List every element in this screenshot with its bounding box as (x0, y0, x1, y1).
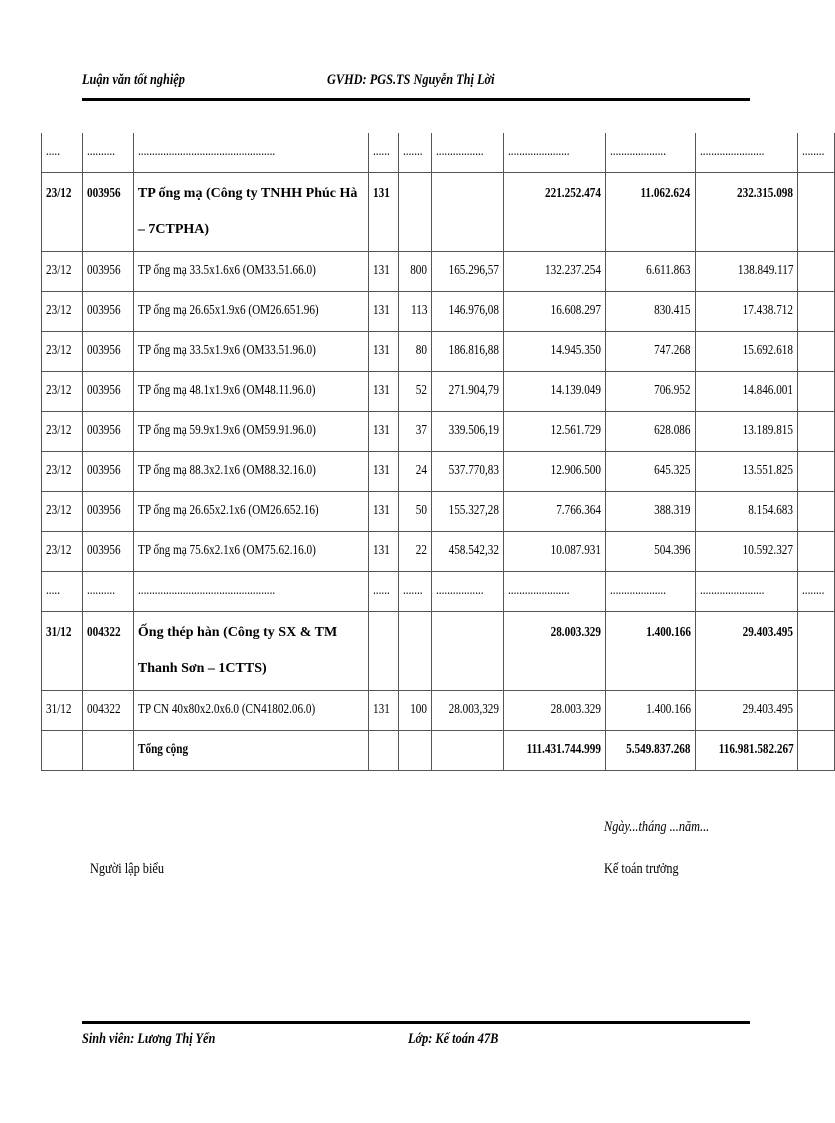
cell-date (42, 133, 83, 173)
cell-note (798, 332, 835, 372)
cell-total (695, 691, 798, 731)
cell-date (42, 372, 83, 412)
cell-vat (606, 452, 696, 492)
cell-amount (504, 452, 606, 492)
cell-text: 1.400.166 (645, 625, 691, 640)
cell-vat (606, 532, 696, 572)
cell-text: 388.319 (654, 503, 691, 518)
cell-note (798, 292, 835, 332)
cell-voucher-no (82, 691, 133, 731)
cell-total (695, 133, 798, 173)
cell-vat (606, 731, 696, 771)
cell-quantity (398, 572, 432, 612)
cell-note (798, 173, 835, 252)
cell-text: 23/12 (46, 463, 72, 478)
cell-voucher-no (82, 332, 133, 372)
cell-text: 23/12 (46, 186, 72, 201)
cell-text: 131 (372, 343, 390, 358)
ledger-table (41, 133, 835, 771)
cell-text: 100 (410, 702, 428, 717)
cell-text: ....... (402, 144, 423, 159)
cell-text: 28.003.329 (550, 625, 602, 640)
cell-total (695, 292, 798, 332)
cell-voucher-no (82, 292, 133, 332)
cell-quantity (398, 332, 432, 372)
cell-unit-price (432, 173, 504, 252)
table-row (42, 292, 835, 332)
cell-unit-price (432, 452, 504, 492)
cell-note (798, 452, 835, 492)
cell-total (695, 452, 798, 492)
cell-text: 23/12 (46, 303, 72, 318)
cell-text: ...................... (508, 144, 570, 159)
cell-account (368, 332, 398, 372)
cell-text: TP ống mạ 88.3x2.1x6 (OM88.32.16.0) (137, 463, 316, 478)
ellipsis-row (42, 133, 835, 173)
cell-quantity (398, 133, 432, 173)
cell-description (133, 492, 368, 532)
cell-text: 537.770,83 (448, 463, 500, 478)
cell-text: 800 (410, 263, 428, 278)
footer-rule (82, 1021, 750, 1024)
cell-quantity (398, 173, 432, 252)
cell-total (695, 332, 798, 372)
cell-unit-price (432, 492, 504, 532)
cell-account (368, 532, 398, 572)
cell-text: 6.611.863 (646, 263, 691, 278)
cell-amount (504, 412, 606, 452)
cell-text: 186.816,88 (448, 343, 500, 358)
cell-date (42, 332, 83, 372)
cell-voucher-no (82, 572, 133, 612)
cell-quantity (398, 292, 432, 332)
table-row (42, 452, 835, 492)
preparer-label: Người lập biểu (90, 861, 164, 877)
cell-text: Ống thép hàn (Công ty SX & TM Thanh Sơn – 1CTTS) (137, 625, 338, 676)
thesis-title: Luận văn tốt nghiệp (82, 72, 185, 88)
cell-quantity (398, 612, 432, 691)
cell-text: 155.327,28 (448, 503, 500, 518)
cell-text: 31/12 (46, 702, 72, 717)
cell-unit-price (432, 252, 504, 292)
cell-text: ...... (372, 144, 390, 159)
cell-account (368, 492, 398, 532)
cell-text: ........ (802, 144, 825, 159)
cell-text: 146.976,08 (448, 303, 500, 318)
cell-voucher-no (82, 731, 133, 771)
cell-quantity (398, 452, 432, 492)
cell-unit-price (432, 292, 504, 332)
cell-date (42, 292, 83, 332)
cell-date (42, 731, 83, 771)
cell-quantity (398, 412, 432, 452)
cell-vat (606, 492, 696, 532)
table-row (42, 492, 835, 532)
cell-text: 13.189.815 (743, 423, 794, 438)
cell-note (798, 133, 835, 173)
cell-text: TP ống mạ 59.9x1.9x6 (OM59.91.96.0) (137, 423, 316, 438)
cell-text: 003956 (86, 343, 121, 358)
student-name: Sinh viên: Lương Thị Yến (82, 1031, 216, 1047)
cell-text: Tổng cộng (137, 742, 188, 757)
cell-amount (504, 252, 606, 292)
cell-date (42, 412, 83, 452)
cell-text: 747.268 (654, 343, 691, 358)
cell-total (695, 252, 798, 292)
cell-description (133, 532, 368, 572)
cell-total (695, 572, 798, 612)
cell-text: 28.003.329 (550, 702, 602, 717)
cell-text: 111.431.744.999 (526, 742, 602, 757)
cell-text: .................... (610, 144, 667, 159)
cell-description (133, 452, 368, 492)
cell-text: 131 (372, 303, 390, 318)
cell-text: 15.692.618 (743, 343, 794, 358)
table-row (42, 412, 835, 452)
cell-description (133, 292, 368, 332)
cell-text: 003956 (86, 423, 121, 438)
cell-account (368, 372, 398, 412)
cell-text: 271.904,79 (448, 383, 500, 398)
cell-text: 113 (410, 303, 428, 318)
cell-account (368, 731, 398, 771)
cell-text: TP ống mạ 26.65x1.9x6 (OM26.651.96) (137, 303, 319, 318)
cell-unit-price (432, 332, 504, 372)
cell-voucher-no (82, 612, 133, 691)
cell-note (798, 412, 835, 452)
cell-vat (606, 612, 696, 691)
class-name: Lớp: Kế toán 47B (408, 1031, 499, 1047)
cell-vat (606, 133, 696, 173)
cell-date (42, 173, 83, 252)
cell-text: 12.561.729 (550, 423, 602, 438)
cell-text: ....... (402, 583, 423, 598)
cell-note (798, 252, 835, 292)
table-row (42, 372, 835, 412)
cell-text: 28.003,329 (448, 702, 500, 717)
cell-total (695, 412, 798, 452)
cell-text: 706.952 (654, 383, 691, 398)
cell-quantity (398, 731, 432, 771)
cell-description (133, 372, 368, 412)
cell-text: TP CN 40x80x2.0x6.0 (CN41802.06.0) (137, 702, 316, 717)
cell-text: TP ống mạ (Công ty TNHH Phúc Hà – 7CTPHA) (137, 186, 358, 237)
cell-date (42, 492, 83, 532)
cell-text: TP ống mạ 26.65x2.1x6 (OM26.652.16) (137, 503, 319, 518)
cell-description (133, 612, 368, 691)
cell-text: ..... (46, 583, 60, 598)
cell-total (695, 731, 798, 771)
advisor-name: GVHD: PGS.TS Nguyễn Thị Lời (327, 72, 495, 88)
cell-text: 7.766.364 (556, 503, 602, 518)
cell-text: 003956 (86, 383, 121, 398)
cell-voucher-no (82, 372, 133, 412)
cell-text: 22 (416, 543, 428, 558)
cell-vat (606, 332, 696, 372)
cell-text: 8.154.683 (748, 503, 794, 518)
ledger-body (42, 133, 835, 771)
cell-amount (504, 572, 606, 612)
cell-text: 165.296,57 (448, 263, 500, 278)
cell-text: 339.506,19 (448, 423, 500, 438)
cell-amount (504, 532, 606, 572)
cell-text: 23/12 (46, 263, 72, 278)
cell-text: 23/12 (46, 343, 72, 358)
cell-note (798, 691, 835, 731)
cell-unit-price (432, 731, 504, 771)
cell-text: ..... (46, 144, 60, 159)
cell-quantity (398, 252, 432, 292)
cell-text: 004322 (86, 702, 121, 717)
cell-voucher-no (82, 133, 133, 173)
cell-text: ................................................. (137, 144, 276, 159)
cell-date (42, 452, 83, 492)
cell-text: ...... (372, 583, 390, 598)
cell-unit-price (432, 412, 504, 452)
cell-account (368, 452, 398, 492)
cell-date (42, 612, 83, 691)
cell-vat (606, 691, 696, 731)
cell-note (798, 532, 835, 572)
cell-text: 52 (416, 383, 428, 398)
cell-text: ................. (436, 583, 484, 598)
cell-amount (504, 731, 606, 771)
cell-quantity (398, 492, 432, 532)
cell-amount (504, 133, 606, 173)
cell-text: 5.549.837.268 (626, 742, 691, 757)
cell-text: 23/12 (46, 503, 72, 518)
cell-note (798, 572, 835, 612)
cell-text: 13.551.825 (743, 463, 794, 478)
cell-text: 628.086 (654, 423, 691, 438)
cell-description (133, 412, 368, 452)
cell-text: TP ống mạ 48.1x1.9x6 (OM48.11.96.0) (137, 383, 316, 398)
cell-vat (606, 173, 696, 252)
cell-text: 11.062.624 (640, 186, 691, 201)
cell-text: 131 (372, 423, 390, 438)
cell-amount (504, 492, 606, 532)
cell-text: TP ống mạ 33.5x1.9x6 (OM33.51.96.0) (137, 343, 316, 358)
cell-unit-price (432, 532, 504, 572)
cell-text: 29.403.495 (743, 625, 794, 640)
table-row (42, 612, 835, 691)
cell-quantity (398, 532, 432, 572)
cell-text: 003956 (86, 303, 121, 318)
header-rule (82, 98, 750, 101)
cell-text: 16.608.297 (550, 303, 602, 318)
page-header (82, 72, 750, 94)
cell-text: 003956 (86, 503, 121, 518)
cell-unit-price (432, 572, 504, 612)
cell-quantity (398, 372, 432, 412)
cell-amount (504, 173, 606, 252)
ellipsis-row (42, 572, 835, 612)
cell-vat (606, 412, 696, 452)
cell-note (798, 372, 835, 412)
cell-description (133, 691, 368, 731)
cell-unit-price (432, 372, 504, 412)
cell-text: 830.415 (654, 303, 691, 318)
cell-account (368, 133, 398, 173)
cell-voucher-no (82, 492, 133, 532)
cell-description (133, 332, 368, 372)
cell-text: ....................... (699, 144, 765, 159)
cell-voucher-no (82, 412, 133, 452)
cell-note (798, 731, 835, 771)
table-row (42, 173, 835, 252)
cell-text: .................... (610, 583, 667, 598)
cell-text: 003956 (86, 463, 121, 478)
cell-account (368, 612, 398, 691)
cell-text: ........ (802, 583, 825, 598)
table-row (42, 252, 835, 292)
cell-total (695, 173, 798, 252)
cell-text: ....................... (699, 583, 765, 598)
cell-text: 14.139.049 (550, 383, 602, 398)
cell-text: 23/12 (46, 383, 72, 398)
cell-text: 138.849.117 (737, 263, 794, 278)
signature-date: Ngày...tháng ...năm... (604, 819, 710, 835)
cell-description (133, 572, 368, 612)
cell-text: TP ống mạ 75.6x2.1x6 (OM75.62.16.0) (137, 543, 316, 558)
cell-text: TP ống mạ 33.5x1.6x6 (OM33.51.66.0) (137, 263, 316, 278)
cell-vat (606, 572, 696, 612)
cell-text: 80 (416, 343, 428, 358)
cell-amount (504, 612, 606, 691)
cell-date (42, 252, 83, 292)
cell-total (695, 372, 798, 412)
cell-text: 232.315.098 (737, 186, 794, 201)
cell-text: 003956 (86, 186, 121, 201)
cell-amount (504, 292, 606, 332)
cell-account (368, 252, 398, 292)
cell-unit-price (432, 612, 504, 691)
table-row (42, 532, 835, 572)
cell-unit-price (432, 133, 504, 173)
cell-text: 29.403.495 (743, 702, 794, 717)
cell-text: 37 (416, 423, 428, 438)
cell-voucher-no (82, 532, 133, 572)
cell-text: 645.325 (654, 463, 691, 478)
cell-text: 003956 (86, 263, 121, 278)
cell-amount (504, 332, 606, 372)
cell-text: 504.396 (654, 543, 691, 558)
cell-text: ...................... (508, 583, 570, 598)
cell-text: 1.400.166 (645, 702, 691, 717)
cell-vat (606, 372, 696, 412)
cell-text: 24 (416, 463, 428, 478)
cell-description (133, 173, 368, 252)
cell-text: 131 (372, 186, 390, 201)
cell-note (798, 492, 835, 532)
cell-description (133, 252, 368, 292)
cell-note (798, 612, 835, 691)
cell-text: 14.846.001 (743, 383, 794, 398)
cell-date (42, 532, 83, 572)
cell-vat (606, 252, 696, 292)
cell-account (368, 173, 398, 252)
cell-text: .......... (86, 583, 115, 598)
cell-text: .......... (86, 144, 115, 159)
cell-text: 23/12 (46, 543, 72, 558)
cell-text: 221.252.474 (545, 186, 602, 201)
cell-text: 131 (372, 543, 390, 558)
cell-date (42, 691, 83, 731)
cell-text: 50 (416, 503, 428, 518)
cell-text: ................. (436, 144, 484, 159)
cell-text: 131 (372, 263, 390, 278)
cell-text: 003956 (86, 543, 121, 558)
cell-text: 31/12 (46, 625, 72, 640)
cell-account (368, 572, 398, 612)
cell-date (42, 572, 83, 612)
cell-text: 116.981.582.267 (718, 742, 794, 757)
cell-account (368, 691, 398, 731)
cell-text: ................................................. (137, 583, 276, 598)
cell-text: 10.592.327 (743, 543, 794, 558)
cell-text: 14.945.350 (550, 343, 602, 358)
cell-account (368, 412, 398, 452)
cell-voucher-no (82, 252, 133, 292)
cell-text: 132.237.254 (545, 263, 602, 278)
cell-text: 10.087.931 (550, 543, 602, 558)
table-row (42, 691, 835, 731)
cell-voucher-no (82, 452, 133, 492)
cell-text: 004322 (86, 625, 121, 640)
total-row (42, 731, 835, 771)
cell-amount (504, 691, 606, 731)
cell-text: 17.438.712 (743, 303, 794, 318)
cell-quantity (398, 691, 432, 731)
cell-text: 131 (372, 383, 390, 398)
cell-text: 12.906.500 (550, 463, 602, 478)
cell-text: 458.542,32 (448, 543, 500, 558)
cell-voucher-no (82, 173, 133, 252)
table-row (42, 332, 835, 372)
cell-description (133, 133, 368, 173)
cell-description (133, 731, 368, 771)
cell-text: 131 (372, 463, 390, 478)
cell-vat (606, 292, 696, 332)
chief-accountant-label: Kế toán trưởng (604, 861, 679, 877)
cell-text: 131 (372, 702, 390, 717)
cell-text: 131 (372, 503, 390, 518)
cell-account (368, 292, 398, 332)
cell-amount (504, 372, 606, 412)
cell-text: 23/12 (46, 423, 72, 438)
cell-total (695, 492, 798, 532)
cell-total (695, 532, 798, 572)
cell-total (695, 612, 798, 691)
cell-unit-price (432, 691, 504, 731)
